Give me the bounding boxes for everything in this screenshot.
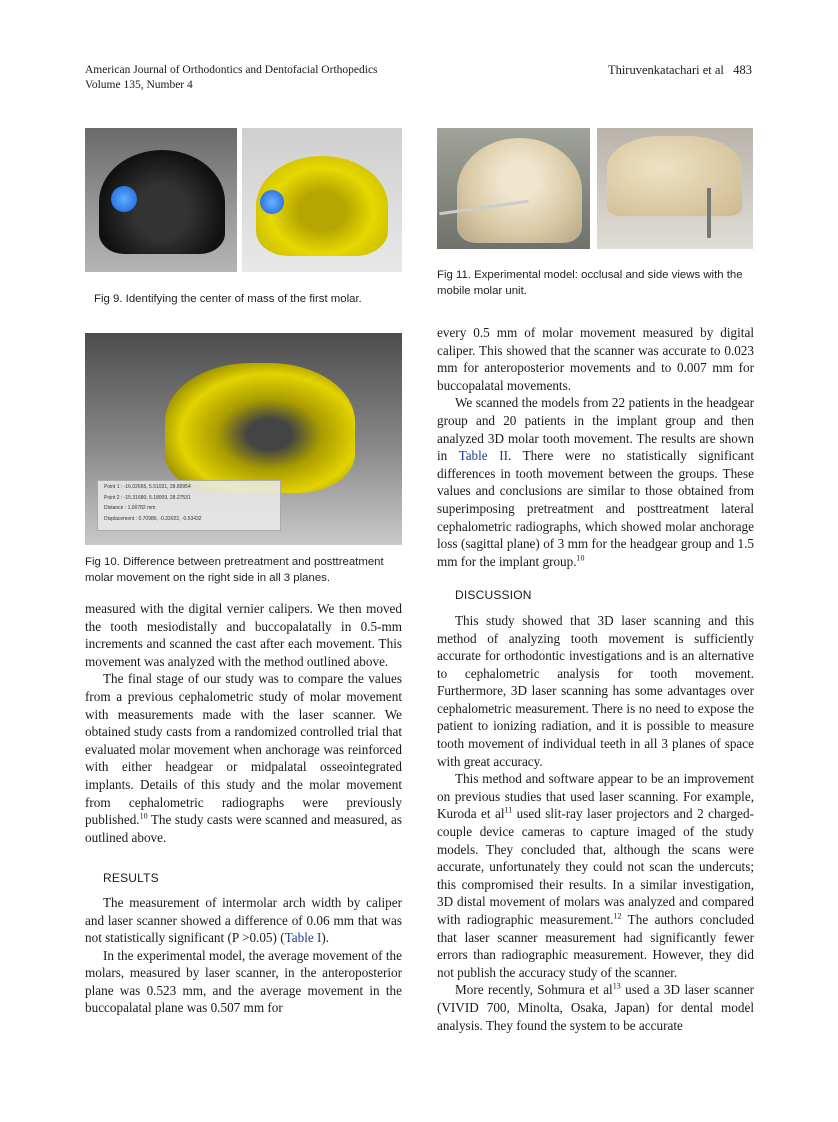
paragraph: In the experimental model, the average movement of the molars, measured by laser scanner, in the anteroposterior plane was 0.523 mm, and the average movement in the buccopalatal plane was 0.507 mm for <box>85 947 402 1016</box>
text: ). <box>321 930 330 946</box>
table2-link[interactable]: Table II <box>458 448 508 464</box>
fig11-image-side <box>597 128 753 249</box>
citation[interactable]: 10 <box>139 811 148 821</box>
page-number: 483 <box>733 63 752 77</box>
citation[interactable]: 12 <box>613 911 622 921</box>
paragraph <box>85 670 402 846</box>
paragraph: measured with the digital vernier calipers. We then moved the tooth mesiodistally and buccopalatally in 0.5-mm increments and scanned the cast after each movement. This movement was analyzed with the method outlined above. <box>85 601 402 669</box>
section-heading-discussion: DISCUSSION <box>455 588 532 603</box>
text: The authors concluded that laser scanner measurement had significantly fewer errors than radiographic measurement. However, they did not publish the accuracy study of the scanner. <box>437 912 754 980</box>
text: The study casts were scanned and measured, as outlined above. <box>85 812 402 845</box>
paragraph <box>85 894 402 947</box>
citation[interactable]: 11 <box>504 806 513 816</box>
fig9-caption: Fig 9. Identifying the center of mass of the first molar. <box>94 293 362 305</box>
fig11-image-occlusal <box>437 128 590 249</box>
text: The final stage of our study was to compare the values from a previous cephalometric study of molar movement with measurements made with the laser scanner. We obtained study casts from a randomized controlled trial that evaluated molar movement when anchorage was reinforced with either headgear or midpalatal osseointegrated implants. Details of this study and the molar movement from cephalometric radiographs were previously published. <box>85 671 402 828</box>
paragraph <box>437 981 754 1034</box>
fig10-image <box>85 333 402 545</box>
paragraph: This study showed that 3D laser scanning and this method of analyzing tooth movement is sufficiently accurate for orthodontic investigations and is an alternative to cephalometric analysis for tooth movement. Furthermore, 3D laser scanning has some advantages over cephalometric measurement. There is no need to expose the patient to ionizing radiation, and it is possible to measure tooth movement of individual teeth in all 3 planes of space with great accuracy. <box>437 612 754 769</box>
paragraph <box>437 770 754 981</box>
overlay-point1: Point 1 : -16.02665, 5.51031, 28.80954 <box>104 484 191 490</box>
fig10-caption: Fig 10. Difference between pretreatment and posttreatment molar movement on the right side in all 3 planes. <box>85 556 384 584</box>
table1-link[interactable]: Table I <box>284 930 322 946</box>
authors: Thiruvenkatachari et al <box>607 63 724 77</box>
text: This method and software appear to be an improvement on previous studies that used laser scanning. For example, Kuroda et al <box>437 771 754 822</box>
fig11-caption: Fig 11. Experimental model: occlusal and side views with the mobile molar unit. <box>437 269 743 297</box>
fig9-image-dark-cast <box>85 128 237 272</box>
text: The measurement of intermolar arch width by caliper and laser scanner showed a difference of 0.06 mm that was not statistically significant (P >0.05) ( <box>85 894 402 946</box>
left-column-lower <box>85 600 402 1017</box>
text: More recently, Sohmura et al <box>455 982 613 998</box>
overlay-point2: Point 2 : -15.31680, 5.18009, 28.27531 <box>104 494 191 501</box>
journal-volume: Volume 135, Number 4 <box>85 79 193 91</box>
citation[interactable]: 13 <box>612 981 621 991</box>
citation[interactable]: 10 <box>576 553 585 563</box>
text: We scanned the models from 22 patients in the headgear group and 20 patients in the implant group and then analyzed 3D molar tooth movement. The results are shown in <box>437 395 754 464</box>
journal-title: American Journal of Orthodontics and Dentofacial Orthopedics <box>85 64 378 76</box>
fig9-image-yellow-cast <box>242 128 402 272</box>
overlay-displacement: Displacement : 0.70986, -0.33022, -0.53432 <box>104 515 202 522</box>
paragraph: every 0.5 mm of molar movement measured by digital caliper. This showed that the scanner was accurate to 0.023 mm for anteroposterior movements and to 0.007 mm for buccopalatal movements. <box>437 325 754 393</box>
running-header-right <box>608 63 752 78</box>
running-header-left <box>85 63 378 93</box>
section-heading-results: RESULTS <box>103 871 159 886</box>
text: used a 3D laser scanner (VIVID 700, Minolta, Osaka, Japan) for dental model analysis. They found the system to be accurate <box>437 982 755 1033</box>
right-column-upper <box>437 324 754 1034</box>
overlay-distance: Distance : 1.00782 mm <box>104 505 156 511</box>
paragraph <box>437 394 754 570</box>
text: used slit-ray laser projectors and 2 charged-couple device cameras to capture imaged of the study models. They concluded that, although the scans were accurate, unfortunately they could not scan the undercuts; this compromised their results. In a similar investigation, 3D distal movement of molars was analyzed and compared with radiographic measurement. <box>437 806 754 927</box>
text: . There were no statistically significant differences in tooth movement between the groups. These values and conclusions are similar to those obtained from superimposing pretreatment and posttreatment lateral cephalometric radiographs, which showed molar anchorage loss (sagittal plane) of 3 mm for the headgear group and 1.5 mm for the implant group. <box>437 448 754 569</box>
fig10-measurement-overlay <box>97 480 281 531</box>
